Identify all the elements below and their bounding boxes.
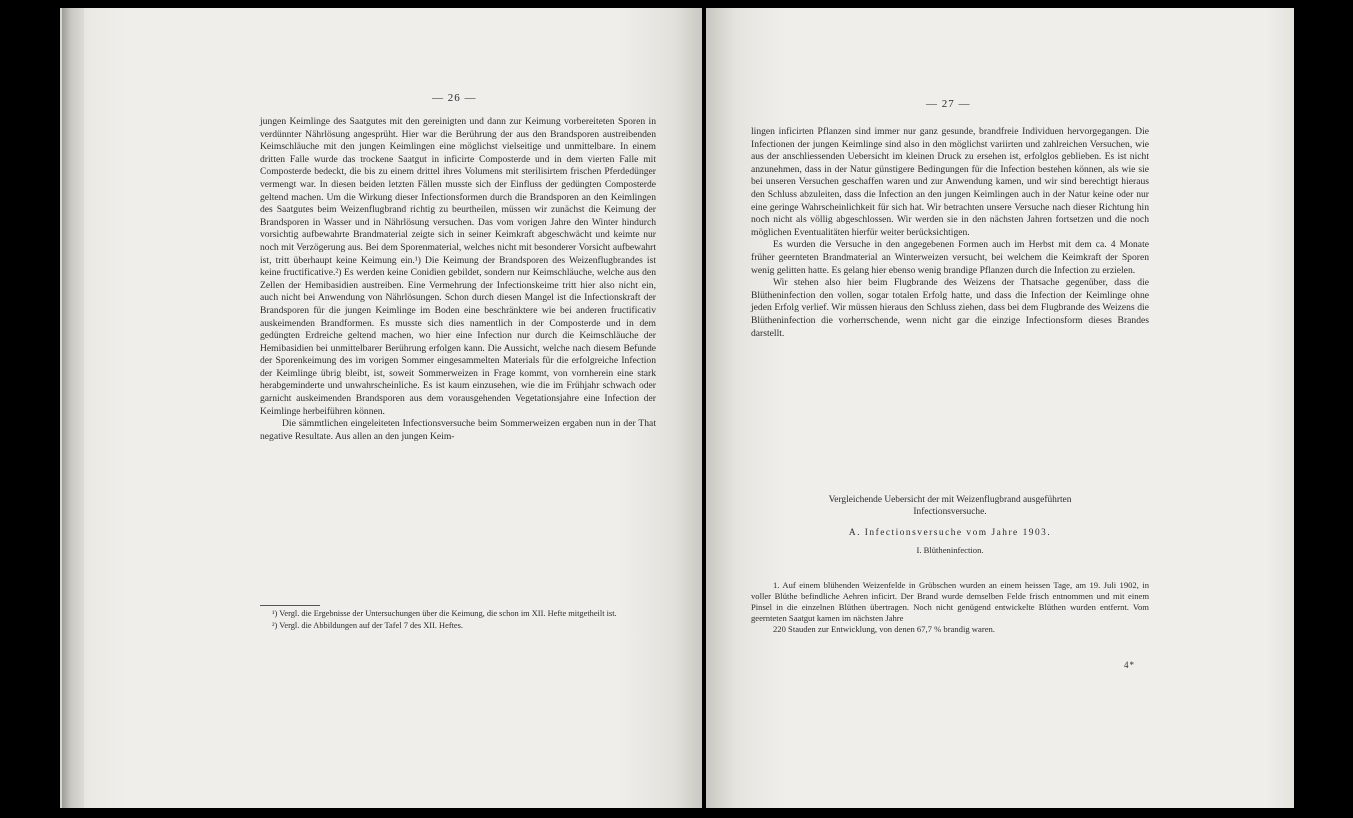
- section-heading: [751, 494, 1149, 556]
- subsection-i-heading: I. Blütheninfection.: [916, 545, 984, 556]
- section-title-line-1: Vergleichende Uebersicht der mit Weizenflugbrand ausgeführten: [828, 495, 1072, 505]
- left-body-text: [260, 116, 656, 443]
- right-body-text: [751, 126, 1149, 340]
- subsection-a-heading: A. Infectionsversuche vom Jahre 1903.: [848, 527, 1052, 538]
- small-print-paragraph: 1. Auf einem blühenden Weizenfelde in Grübschen wurden an einem heissen Tage, am 19. Juli 1902, in voller Blüthe befindliche Aehren inficirt. Der Brand wurde demselben Felde frisch entnommen und mit einem Pinsel in die einzelnen Blüthen übertragen. Noch nicht genügend entwickelte Blüthen wurden entfernt. Vom geernteten Saatgut kamen im nächsten Jahre: [751, 580, 1149, 623]
- small-print-block: [751, 580, 1149, 635]
- right-paragraph-1: lingen inficirten Pflanzen sind immer nur ganz gesunde, brandfreie Individuen hervorgegangen. Die Infectionen der jungen Keimlinge sind also in den möglichst variirten und zahlreichen Versuchen, wie aus der anschliessenden Uebersicht im kleinen Druck zu ersehen ist, erfolglos geblieben. Es ist nicht anzunehmen, dass in der Natur günstigere Bedingungen für die Infection bestehen können, als wie sie bei unseren Versuchen geschaffen waren und zur Anwendung kamen, und wir sind berechtigt hieraus den Schluss abzuleiten, dass die Infection an den jungen Keimlingen auch in der Natur keine oder nur eine geringe Wahrscheinlichkeit für sich hat. Wir betrachten unsere Versuche nach dieser Richtung hin noch nicht als völlig abgeschlossen. Wir werden sie in den nächsten Jahren fortsetzen und die noch möglichen Eventualitäten hierfür weiter berücksichtigen.: [751, 126, 1149, 238]
- footnote-2: ²) Vergl. die Abbildungen auf der Tafel 7 des XII. Heftes.: [272, 620, 464, 630]
- signature-mark: 4*: [1124, 660, 1135, 670]
- left-page-number: — 26 —: [432, 92, 477, 104]
- footnote-1: ¹) Vergl. die Ergebnisse der Untersuchungen über die Keimung, die schon im XII. Hefte mitgetheilt ist.: [272, 609, 617, 618]
- left-paragraph-1: jungen Keimlinge des Saatgutes mit den gereinigten und dann zur Keimung vorbereiteten Sporen in verdünnter Nährlösung angesprüht. Hier war die Berührung der aus den Brandsporen austreibenden Keimschläuche mit den jungen Keimlingen eine möglichst vielseitige und unmittelbare. In einem dritten Falle wurde das trockene Saatgut in inficirte Composterde und in dem vierten Falle mit Composterde bedeckt, die bis zu einem drittel ihres Volumens mit sterilisirtem frischen Pferdedünger vermengt war. In diesen beiden letzten Fällen musste sich der Einfluss der gedüngten Composterde geltend machen. Um die Wirkung dieser Infectionsformen durch die Brandsporen an den Keimlingen des Saatgutes beim Weizenflugbrand richtig zu beurtheilen, müssen wir zunächst die Keimung der Brandsporen in Wasser und in Nährlösung versuchen. Das vom vorigen Jahre den Winter hindurch vorsichtig aufbewahrte Brandmaterial zeigte sich in seiner Keimkraft abgeschwächt und keimte nur noch mit Verzögerung aus. Bei dem Sporenmaterial, welches nicht mit besonderer Vorsicht aufbewahrt ist, tritt überhaupt keine Keimung ein.¹) Die Keimung der Brandsporen des Weizenflugbrandes ist keine fructificative.²) Es werden keine Conidien gebildet, sondern nur Keimschläuche, welche aus den Zellen der Hemibasidien austreiben. Eine Vermehrung der Infectionskeime tritt hier also nicht ein, auch nicht bei Anwendung von Nährlösungen. Schon durch diesen Mangel ist die Infectionskraft der Brandsporen für die jungen Keimlinge im Boden eine beschränktere wie bei anderen fructificativ auskeimenden Brandformen. Es musste sich dies namentlich in der Composterde und in dem gedüngten Erdreiche geltend machen, wo hier eine Infection nur durch die Keimschläuche der Hemibasidien bei unmittelbarer Berührung erfolgen kann. Die Aussicht, welche nach diesem Befunde der Sporenkeimung des im vorigen Sommer eingesammelten Materials für die erfolgreiche Infection der Keimlinge übrig bleibt, ist, soweit Sommerweizen in Frage kommt, von vornherein eine stark herabgeminderte und unwahrscheinliche. Es ist kaum einzusehen, wie die im Frühjahr schwach oder garnicht auskeimenden Brandsporen aus dem vorausgehenden Vegetationsjahre eine Infection der Keimlinge herbeiführen können.: [260, 116, 656, 417]
- page-edge-stack: [62, 8, 84, 808]
- right-paragraph-2: Es wurden die Versuche in den angegebenen Formen auch im Herbst mit dem ca. 4 Monate früher geernteten Brandmaterial an Winterweizen versucht, bei welchem die Keimkraft der Sporen wenig gelitten hatte. Es gelang hier ebenso wenig brandige Pflanzen durch die Infection zu erzielen.: [751, 239, 1149, 276]
- left-footnotes: [260, 609, 656, 633]
- footnote-rule: [260, 605, 320, 606]
- right-page: [706, 8, 1294, 808]
- right-paragraph-3: Wir stehen also hier beim Flugbrande des Weizens der Thatsache gegenüber, dass die Blütheninfection den vollen, sogar totalen Erfolg hatte, und dass die Infection der Keimlinge ohne jeden Erfolg verlief. Wir müssen hieraus den Schluss ziehen, dass bei dem Flugbrande des Weizens die Blütheninfection die vorherrschende, wenn nicht gar die einzige Infectionsform dieses Brandes darstellt.: [751, 277, 1149, 339]
- small-print-result: 220 Stauden zur Entwicklung, von denen 67,7 % brandig waren.: [773, 624, 995, 634]
- section-title-line-2: Infectionsversuche.: [913, 507, 987, 518]
- left-paragraph-2: Die sämmtlichen eingeleiteten Infectionsversuche beim Sommerweizen ergaben nun in der That negative Resultate. Aus allen an den jungen Keim-: [260, 418, 656, 442]
- book-spread: [60, 8, 1294, 808]
- left-page: [60, 8, 702, 808]
- right-page-number: — 27 —: [926, 98, 971, 110]
